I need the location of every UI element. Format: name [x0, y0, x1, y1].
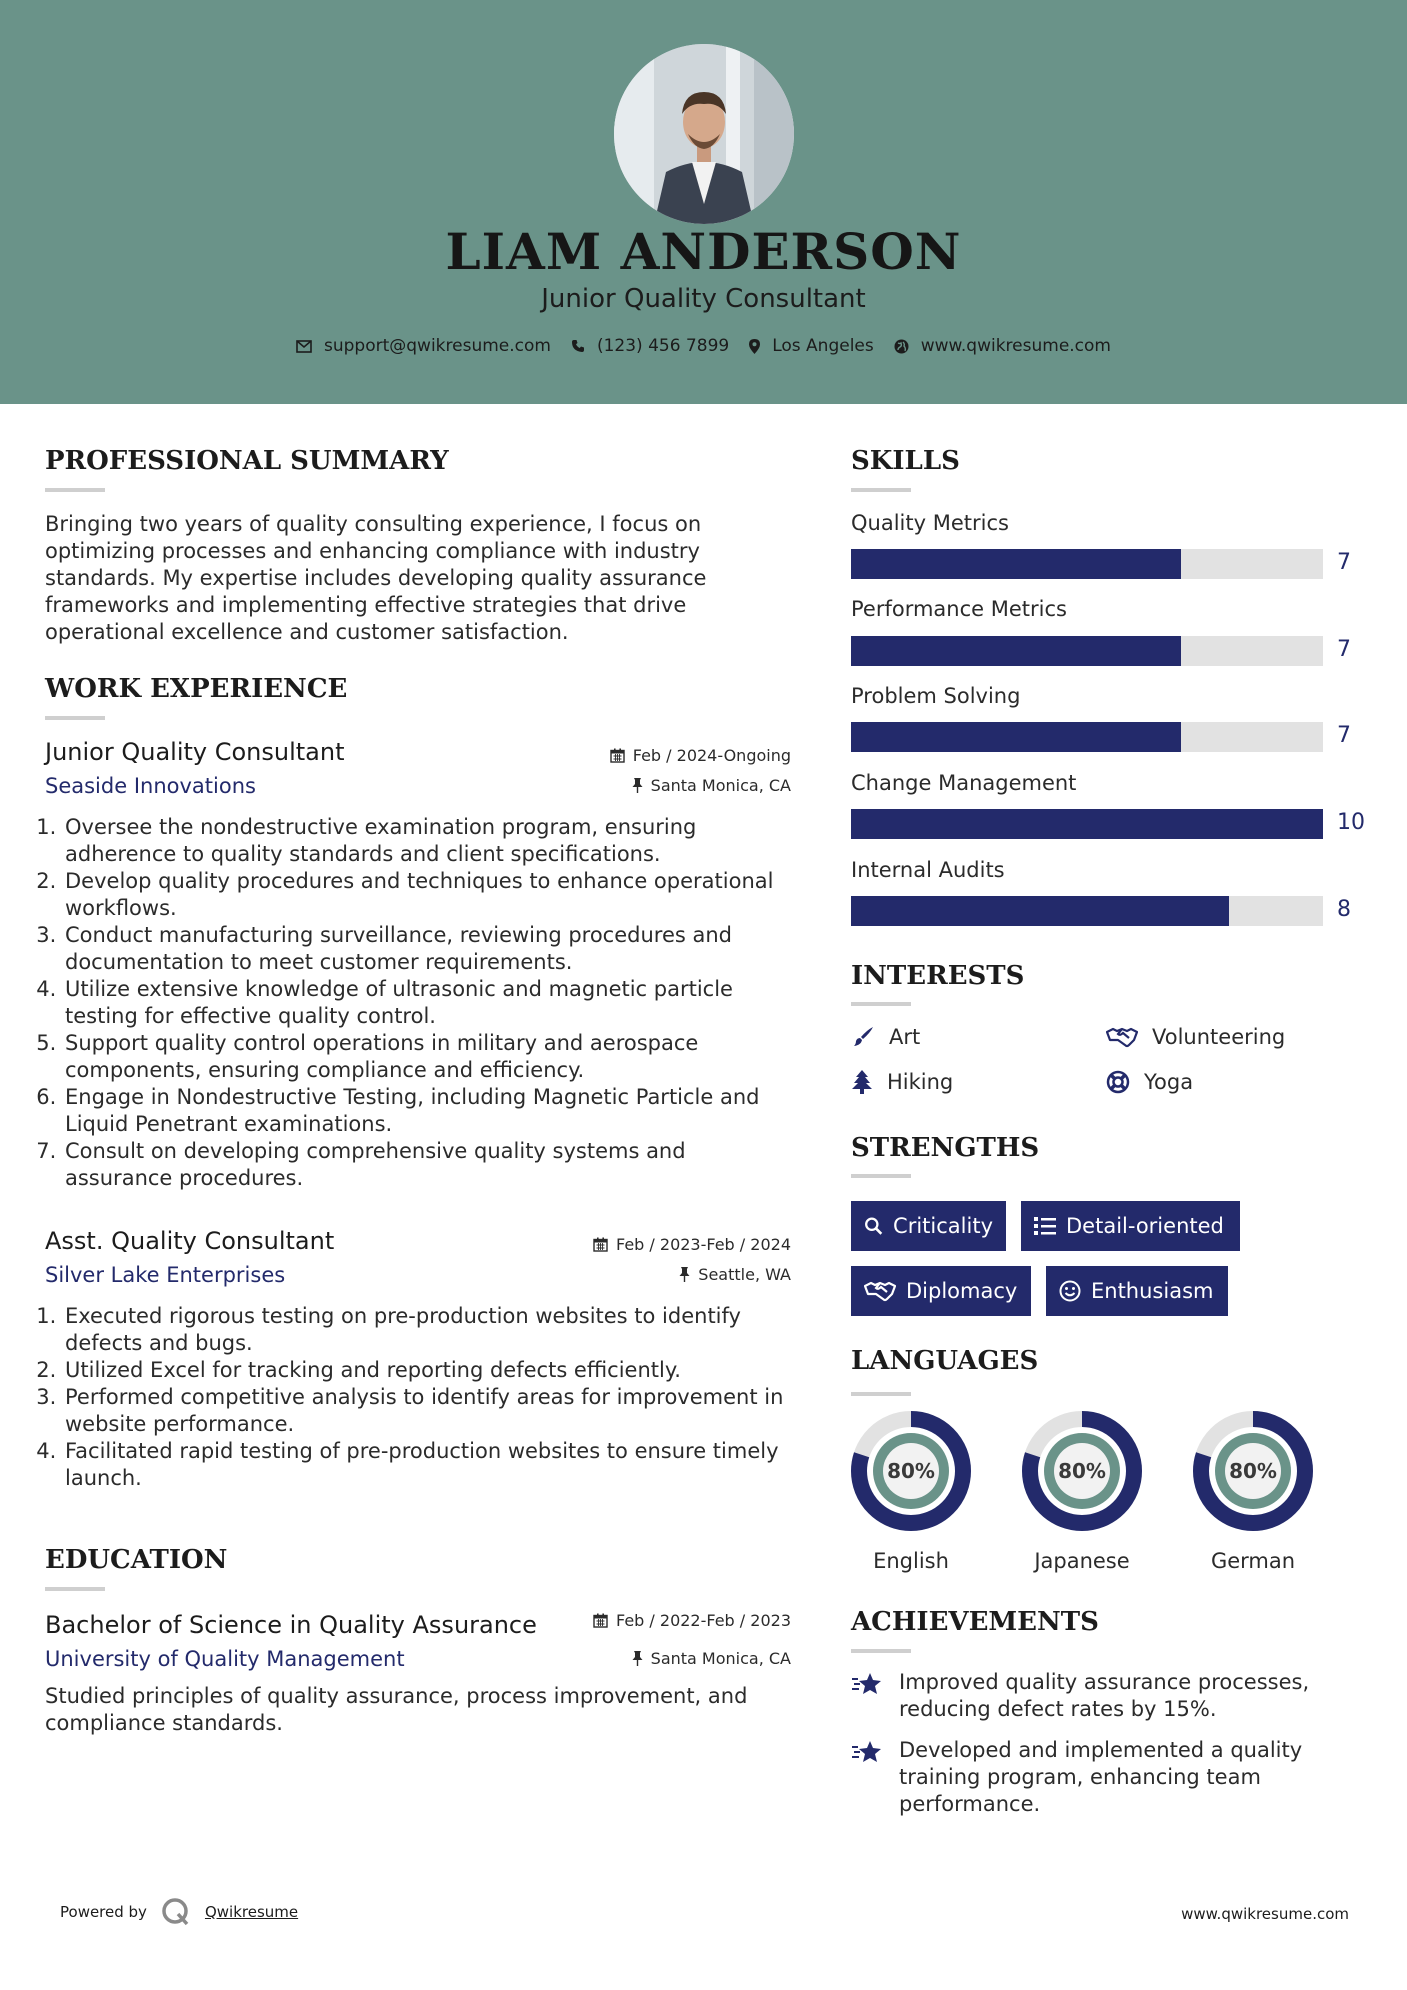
skill-bar-fill [851, 636, 1181, 666]
interests-heading: INTERESTS [851, 961, 1025, 991]
job-dates-text: Feb / 2023-Feb / 2024 [616, 1235, 791, 1254]
interest-art [851, 1025, 920, 1049]
list-item: 1. Oversee the nondestructive examination program, ensuring adherence to quality standards and client specifications. [63, 814, 791, 868]
list-item: 4. Utilize extensive knowledge of ultrasonic and magnetic particle testing for effective quality control. [63, 976, 791, 1030]
footer-powered-label: Powered by [60, 1903, 147, 1921]
job-dates [593, 1235, 791, 1254]
list-item: 6. Engage in Nondestructive Testing, including Magnetic Particle and Liquid Penetrant examinations. [63, 1084, 791, 1138]
skill-bar-fill [851, 549, 1181, 579]
strength-label: Enthusiasm [1091, 1279, 1214, 1303]
contact-location [749, 336, 874, 356]
summary-divider [45, 488, 105, 492]
achievement-item [851, 1737, 1331, 1818]
language-item [849, 1409, 973, 1573]
achievement-text: Improved quality assurance processes, reducing defect rates by 15%. [899, 1670, 1310, 1721]
footer-website[interactable]: www.qwikresume.com [1181, 1905, 1349, 1923]
skill-name: Performance Metrics [851, 597, 1067, 621]
job-company: Silver Lake Enterprises [45, 1263, 286, 1287]
job-role: Asst. Quality Consultant [45, 1227, 335, 1255]
strengths-divider [851, 1174, 911, 1178]
language-ring [1191, 1409, 1315, 1533]
skill-name: Internal Audits [851, 858, 1005, 882]
header-banner [0, 0, 1407, 404]
strength-label: Detail-oriented [1066, 1214, 1224, 1238]
skill-value: 8 [1337, 897, 1351, 922]
skill-value: 7 [1337, 637, 1351, 662]
skill-bar [851, 809, 1323, 839]
calendar-icon [593, 1237, 608, 1252]
strength-tag-diplomacy [851, 1266, 1031, 1316]
achievement-text: Developed and implemented a quality training program, enhancing team performance. [899, 1738, 1303, 1816]
language-percent-label: 80% [1058, 1459, 1106, 1483]
strength-tag-enthusiasm [1046, 1266, 1228, 1316]
pushpin-icon [679, 1267, 690, 1282]
list-item: 3. Performed competitive analysis to identify areas for improvement in website performance. [63, 1384, 791, 1438]
education-description: Studied principles of quality assurance, process improvement, and compliance standards. [45, 1684, 748, 1735]
job-location-text: Seattle, WA [698, 1265, 791, 1284]
contact-website[interactable] [894, 336, 1111, 356]
language-name: English [873, 1549, 949, 1573]
interest-label: Yoga [1144, 1070, 1194, 1094]
skills-heading: SKILLS [851, 446, 960, 476]
strength-label: Criticality [893, 1214, 993, 1238]
skill-name: Change Management [851, 771, 1077, 795]
calendar-icon [610, 748, 625, 763]
lifebuoy-icon [1106, 1070, 1130, 1094]
qwikresume-logo-icon [161, 1897, 191, 1927]
contact-bar [0, 336, 1407, 356]
strength-label: Diplomacy [906, 1279, 1018, 1303]
language-item [1191, 1409, 1315, 1573]
smile-icon [1059, 1280, 1081, 1302]
contact-email-text: support@qwikresume.com [324, 336, 551, 356]
contact-phone[interactable] [571, 336, 729, 356]
interest-label: Art [889, 1025, 921, 1049]
education-entry [45, 1609, 791, 1737]
experience-heading: WORK EXPERIENCE [45, 674, 348, 704]
list-item: 7. Consult on developing comprehensive quality systems and assurance procedures. [63, 1138, 791, 1192]
job-entry [45, 1225, 791, 1492]
education-dates [593, 1611, 791, 1630]
interests-divider [851, 1002, 911, 1006]
contact-website-text: www.qwikresume.com [920, 336, 1111, 356]
paintbrush-icon [851, 1025, 875, 1049]
star-award-icon [851, 1671, 883, 1697]
footer-powered-by [60, 1897, 298, 1927]
phone-icon [571, 339, 585, 353]
strengths-heading: STRENGTHS [851, 1133, 1040, 1163]
job-company: Seaside Innovations [45, 774, 256, 798]
skill-value: 7 [1337, 723, 1351, 748]
experience-divider [45, 716, 105, 720]
skill-name: Quality Metrics [851, 511, 1009, 535]
skill-bar-fill [851, 722, 1181, 752]
skill-bar [851, 896, 1323, 926]
education-school: University of Quality Management [45, 1647, 405, 1671]
language-ring [1020, 1409, 1144, 1533]
job-location [679, 1265, 791, 1284]
languages-divider [851, 1392, 911, 1396]
job-bullets [45, 814, 791, 1192]
interest-label: Volunteering [1152, 1025, 1286, 1049]
education-heading: EDUCATION [45, 1545, 228, 1575]
education-divider [45, 1587, 105, 1591]
summary-heading: PROFESSIONAL SUMMARY [45, 446, 449, 476]
skill-bar-fill [851, 809, 1323, 839]
language-ring [849, 1409, 973, 1533]
map-pin-icon [749, 339, 760, 354]
list-item: 4. Facilitated rapid testing of pre-production websites to ensure timely launch. [63, 1438, 791, 1492]
education-degree: Bachelor of Science in Quality Assurance [45, 1611, 537, 1639]
globe-icon [894, 339, 909, 354]
contact-location-text: Los Angeles [772, 336, 874, 356]
job-location-text: Santa Monica, CA [650, 776, 791, 795]
languages-heading: LANGUAGES [851, 1346, 1039, 1376]
skill-name: Problem Solving [851, 684, 1021, 708]
language-name: German [1210, 1549, 1296, 1573]
strength-tag-criticality [851, 1201, 1006, 1251]
skills-divider [851, 488, 911, 492]
pushpin-icon [632, 778, 643, 793]
profile-photo [614, 44, 794, 224]
envelope-icon [296, 340, 312, 353]
summary-text: Bringing two years of quality consulting experience, I focus on optimizing processes and enhancing compliance with industry standards. My expertise includes developing quality assurance frameworks and implementing effective strategies that drive operational excellence and customer satisfaction. [45, 512, 707, 644]
contact-phone-text: (123) 456 7899 [596, 336, 730, 356]
handshake-icon [1106, 1026, 1138, 1048]
footer-brand-link[interactable]: Qwikresume [204, 1903, 299, 1921]
job-role: Junior Quality Consultant [45, 738, 345, 766]
skill-bar [851, 636, 1323, 666]
job-bullets [45, 1303, 791, 1492]
achievement-item [851, 1669, 1331, 1723]
job-dates [610, 746, 791, 765]
language-item [1020, 1409, 1144, 1573]
list-item: 2. Utilized Excel for tracking and reporting defects efficiently. [63, 1357, 791, 1384]
calendar-icon [593, 1613, 608, 1628]
skill-bar [851, 549, 1323, 579]
skill-bar-fill [851, 896, 1229, 926]
job-location [632, 776, 791, 795]
interest-yoga [1106, 1070, 1193, 1094]
strength-tag-detail-oriented [1021, 1201, 1240, 1251]
achievements-heading: ACHIEVEMENTS [851, 1607, 1099, 1637]
interest-volunteering [1106, 1025, 1285, 1049]
tree-icon [851, 1070, 873, 1094]
search-icon [864, 1215, 883, 1237]
education-location [632, 1649, 791, 1668]
list-icon [1034, 1216, 1056, 1236]
achievements-divider [851, 1649, 911, 1653]
handshake-icon [864, 1280, 896, 1302]
education-dates-text: Feb / 2022-Feb / 2023 [616, 1611, 791, 1630]
list-item: 3. Conduct manufacturing surveillance, reviewing procedures and documentation to meet customer requirements. [63, 922, 791, 976]
skill-value: 7 [1337, 550, 1351, 575]
job-dates-text: Feb / 2024-Ongoing [632, 746, 791, 765]
education-location-text: Santa Monica, CA [650, 1649, 791, 1668]
pushpin-icon [632, 1651, 643, 1666]
job-entry [45, 736, 791, 1192]
list-item: 2. Develop quality procedures and techniques to enhance operational workflows. [63, 868, 791, 922]
candidate-title: Junior Quality Consultant [541, 284, 866, 314]
star-award-icon [851, 1739, 883, 1765]
interest-label: Hiking [887, 1070, 954, 1094]
language-name: Japanese [1034, 1549, 1130, 1573]
interest-hiking [851, 1070, 953, 1094]
skill-bar [851, 722, 1323, 752]
list-item: 5. Support quality control operations in military and aerospace components, ensuring compliance and efficiency. [63, 1030, 791, 1084]
skill-value: 10 [1337, 810, 1365, 835]
list-item: 1. Executed rigorous testing on pre-production websites to identify defects and bugs. [63, 1303, 791, 1357]
language-percent-label: 80% [1229, 1459, 1277, 1483]
language-percent-label: 80% [887, 1459, 935, 1483]
contact-email[interactable] [296, 336, 551, 356]
candidate-name: LIAM ANDERSON [445, 222, 962, 281]
